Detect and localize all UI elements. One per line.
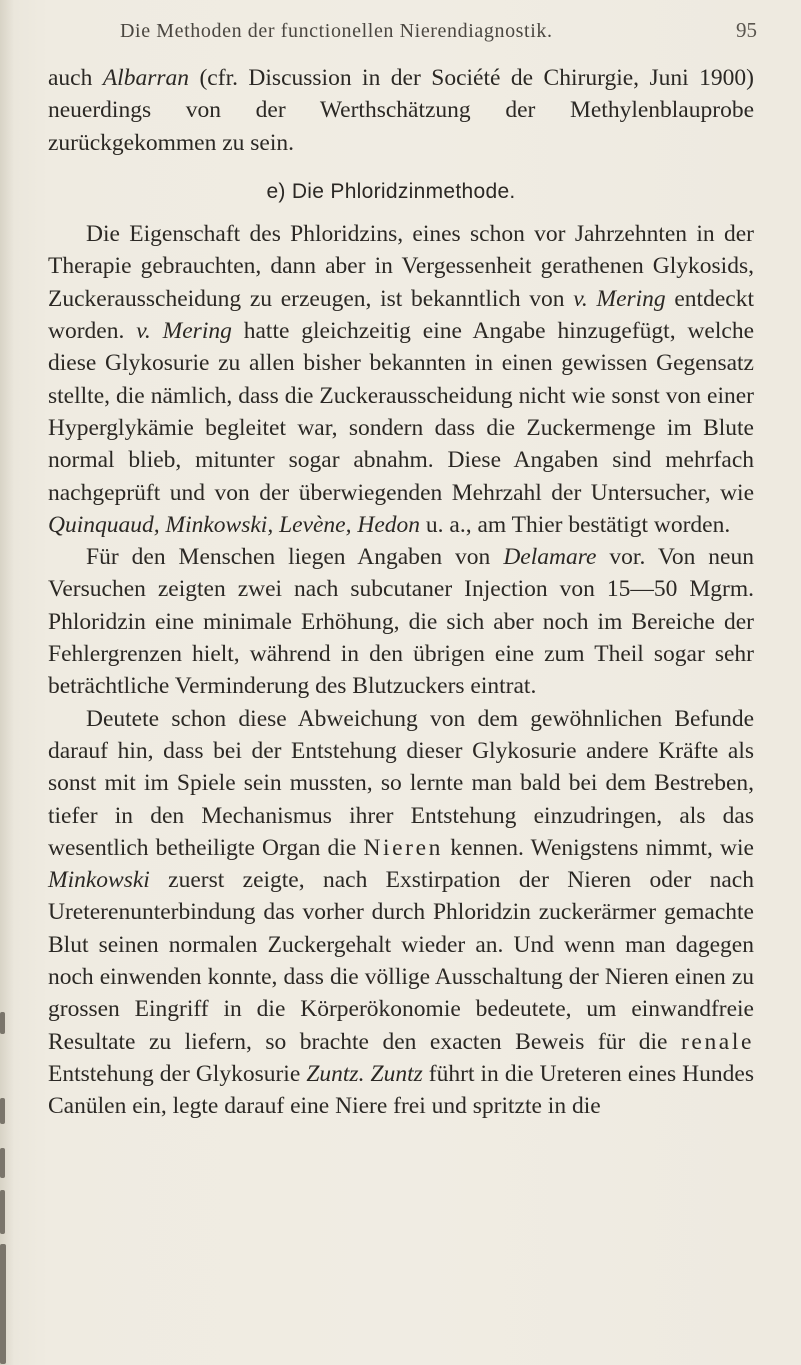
text-run: führt in die Ureteren eines Hundes Canülen ein, legte darauf eine Niere frei und spritzte in die <box>48 1060 754 1120</box>
italic-name: Minkowski <box>48 867 150 894</box>
italic-name: Zuntz. Zuntz <box>306 1060 423 1087</box>
text-run: Für den Menschen liegen Angaben von <box>86 544 504 571</box>
text-run: Deutete schon diese Abweichung von dem gewöhnlichen Befunde darauf hin, dass bei der Entstehung dieser Glykosurie andere Kräfte als sonst mit im Spiele sein mussten, so lernte man bald bei dem Bestreben, tiefer in den Mechanismus ihrer Entstehung einzudringen, als das wesentlich betheiligte Organ die <box>48 705 754 861</box>
gutter-mark <box>0 1012 5 1034</box>
text-run: zuerst zeigte, nach Exstirpation der Nieren oder nach Ureterenunterbindung das vorher durch Phloridzin zuckerärmer gemachte Blut seinen normalen Zuckergehalt wieder an. Und wenn man dagegen noch einwenden konnte, dass die völlige Ausschaltung der Nieren einen zu grossen Eingriff in die Körperökonomie bedeutete, um einwandfreie Resultate zu liefern, so brachte den exacten Beweis für die <box>48 867 754 1055</box>
text-run: hatte gleichzeitig eine Angabe hinzugefügt, welche diese Glykosurie zu allen bisher bekannten in einen gewissen Gegensatz stellte, die nämlich, dass die Zuckerausscheidung nicht wie sonst von einer Hyperglykämie begleitet war, sondern dass die Zuckermenge im Blute normal blieb, mitunter sogar abnahm. Diese Angaben sind mehrfach nachgeprüft und von der überwiegenden Mehrzahl der Untersucher, wie <box>48 318 754 506</box>
paragraph-renal-origin <box>48 703 754 1123</box>
section-heading: e) Die Phloridzinmethode. <box>266 179 516 203</box>
paragraph-phloridzin-property <box>48 218 754 541</box>
gutter-mark <box>0 1098 5 1124</box>
body-text <box>48 62 754 1123</box>
paragraph-continuation <box>48 62 754 159</box>
gutter-mark <box>0 1190 5 1234</box>
text-run: Entstehung der Glykosurie <box>48 1060 307 1087</box>
gutter-mark <box>0 1244 6 1364</box>
italic-name: Albarran <box>102 65 190 91</box>
text-run: (cfr. Discussion in der Société de Chirurgie, Juni 1900) neuerdings von der Werthschätzung der Methylenblauprobe zurückgekommen zu sein. <box>48 65 754 156</box>
gutter-mark <box>0 1148 5 1178</box>
spaced-emphasis: renale <box>681 1028 754 1055</box>
text-run: auch <box>48 65 103 91</box>
running-head: Die Methoden der functionellen Nierendiagnostik. <box>120 20 553 42</box>
italic-name: v. Mering <box>136 318 232 345</box>
italic-name: Delamare <box>503 544 597 571</box>
text-run: vor. Von neun Versuchen zeigten zwei nach subcutaner Injection von 15—50 Mgrm. Phloridzin eine minimale Erhöhung, die sich aber noch im Bereiche der Fehlergrenzen hielt, während in den übrigen eine zum Theil sogar sehr beträchtliche Verminderung des Blutzuckers eintrat. <box>48 544 754 700</box>
text-run: kennen. Wenigstens nimmt, wie <box>443 834 754 861</box>
spaced-emphasis: Nieren <box>363 834 443 861</box>
italic-name: v. Mering <box>573 285 666 312</box>
italic-name: Quinquaud, Minkowski, Levène, Hedon <box>48 511 421 538</box>
paragraph-delamare <box>48 541 754 702</box>
text-run: u. a., am Thier bestätigt worden. <box>420 511 731 538</box>
text-run: Die Eigenschaft des Phloridzins, eines schon vor Jahrzehnten in der Therapie gebrauchten, dann aber in Vergessenheit gerathenen Glykosids, Zuckerausscheidung zu erzeugen, ist bekanntlich von <box>48 221 754 312</box>
text-run: entdeckt worden. <box>48 285 754 345</box>
page-number: 95 <box>736 18 757 42</box>
